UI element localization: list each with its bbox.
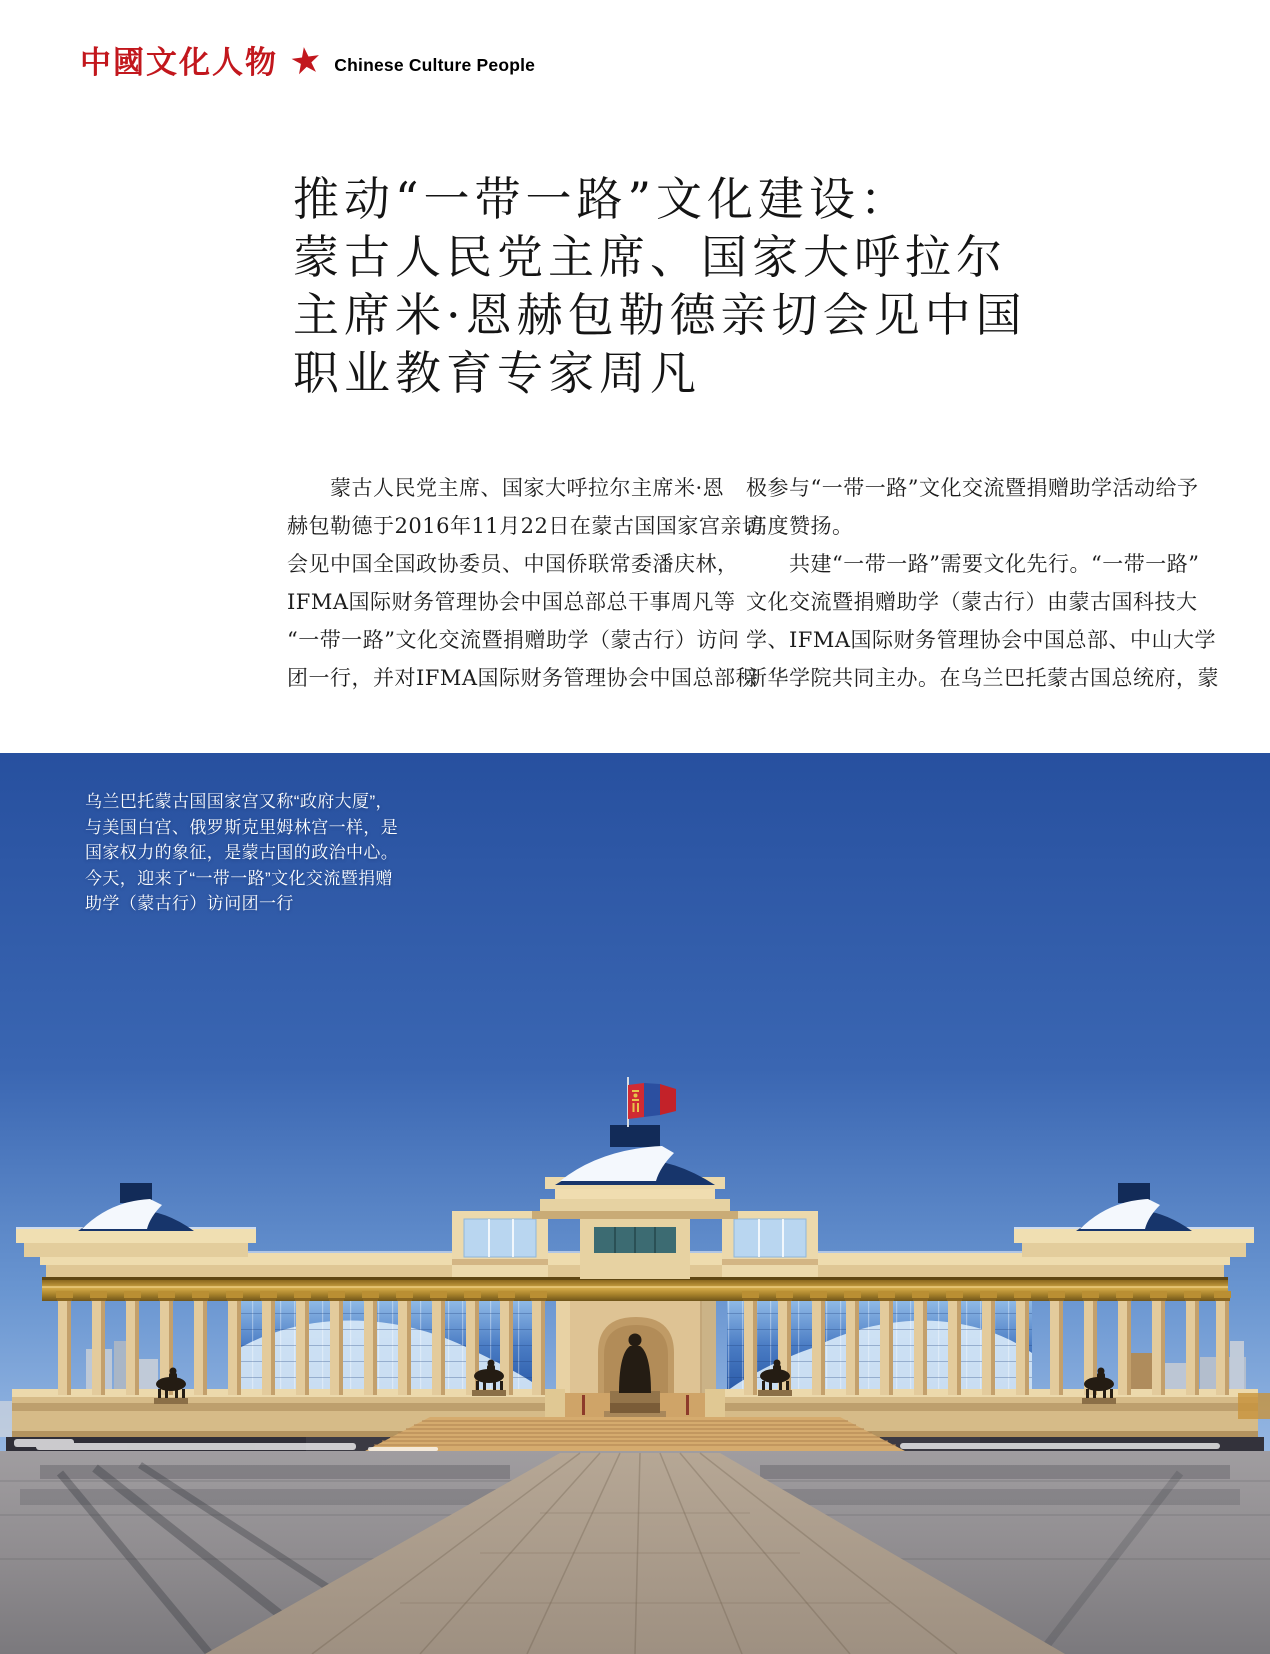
brand-chinese-logotype: 中國文化人物 — [80, 45, 278, 81]
caption-line: 国家权力的象征，是蒙古国的政治中心。 — [85, 843, 399, 862]
text-line: 蒙古人民党主席、国家大呼拉尔主席米·恩 — [287, 476, 725, 500]
caption-line: 与美国白宫、俄罗斯克里姆林宫一样，是 — [85, 817, 399, 837]
article-headline — [293, 170, 1027, 402]
sukhbaatar-square-plaza — [0, 1439, 1270, 1654]
text-line: 新华学院共同主办。在乌兰巴托蒙古国总统府，蒙 — [746, 666, 1219, 690]
photo-caption — [85, 789, 398, 917]
text-line: 学、IFMA国际财务管理协会中国总部、中山大学 — [746, 628, 1217, 652]
headline-line: 主席米·恩赫包勒德亲切会见中国 — [293, 288, 1027, 342]
caption-line: 今天，迎来了“一带一路”文化交流暨捐赠 — [85, 868, 393, 888]
caption-line: 乌兰巴托蒙古国国家宫又称“政府大厦”， — [85, 792, 393, 811]
text-line: 文化交流暨捐赠助学（蒙古行）由蒙古国科技大 — [746, 590, 1198, 614]
red-star-icon: ★ — [287, 38, 325, 85]
text-line: 共建“一带一路”需要文化先行。“一带一路” — [746, 552, 1200, 576]
text-line: 团一行，并对IFMA国际财务管理协会中国总部积 — [287, 666, 758, 690]
caption-line: 助学（蒙古行）访问团一行 — [85, 894, 294, 913]
text-line: 极参与“一带一路”文化交流暨捐赠助学活动给予 — [746, 476, 1199, 500]
body-column-left — [287, 469, 763, 697]
government-palace-photo — [0, 753, 1270, 1654]
magazine-brand — [80, 38, 536, 85]
headline-line: 职业教育专家周凡 — [293, 346, 701, 400]
text-line: 高度赞扬。 — [746, 514, 854, 538]
brand-english-logotype: Chinese Culture People — [334, 54, 536, 75]
text-line: IFMA国际财务管理协会中国总部总干事周凡等 — [287, 590, 736, 614]
text-line: 会见中国全国政协委员、中国侨联常委潘庆林， — [287, 552, 739, 576]
text-line: 赫包勒德于2016年11月22日在蒙古国国家宫亲切 — [287, 514, 764, 538]
body-column-right — [746, 469, 1219, 697]
headline-line: 蒙古人民党主席、国家大呼拉尔 — [293, 230, 1007, 284]
text-line: “一带一路”文化交流暨捐赠助学（蒙古行）访问 — [287, 628, 740, 652]
headline-line: 推动“一带一路”文化建设： — [293, 172, 912, 226]
